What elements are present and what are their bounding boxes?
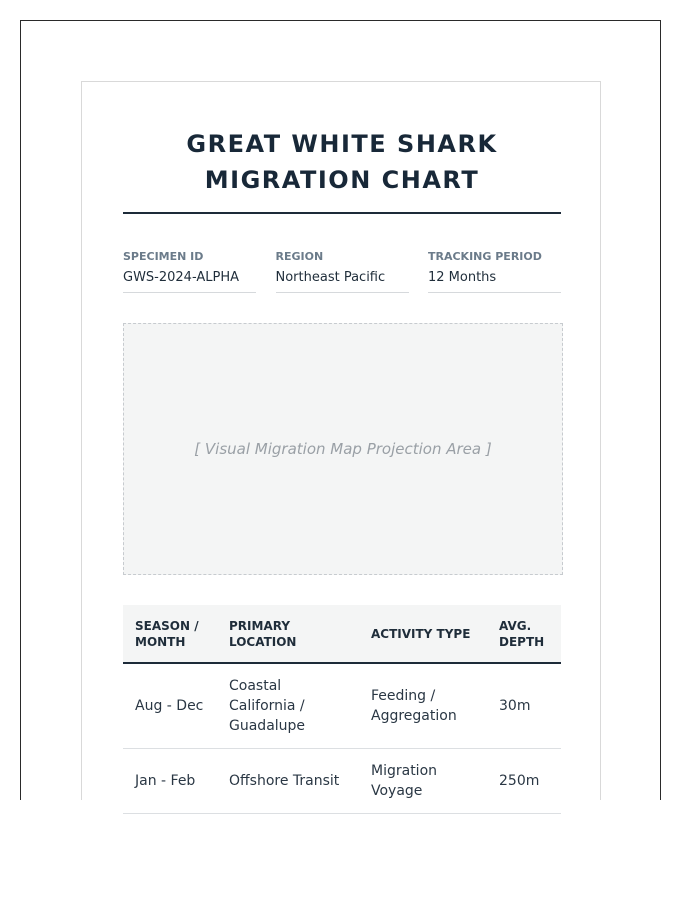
cell-activity: Migration Voyage: [359, 749, 487, 814]
migration-table: [123, 605, 561, 814]
migration-map-placeholder: [123, 323, 563, 575]
header-location: PRIMARY LOCATION: [217, 605, 359, 663]
meta-specimen-id: [123, 250, 256, 293]
cell-season: Jan - Feb: [123, 749, 217, 814]
header-depth: AVG. DEPTH: [487, 605, 561, 663]
title-divider: [123, 212, 561, 214]
cell-depth: 30m: [487, 663, 561, 749]
map-placeholder-text: [ Visual Migration Map Projection Area ]: [194, 440, 492, 458]
meta-value: GWS-2024-ALPHA: [123, 270, 240, 285]
meta-label: TRACKING PERIOD: [428, 250, 542, 263]
cell-location: Offshore Transit: [217, 749, 359, 814]
meta-label: SPECIMEN ID: [123, 250, 204, 263]
specimen-meta: [123, 250, 561, 293]
header-activity: ACTIVITY TYPE: [359, 605, 487, 663]
table-row: [123, 663, 561, 749]
document-content: [123, 82, 561, 814]
cell-location: Coastal California / Guadalupe: [217, 663, 359, 749]
cell-depth: 250m: [487, 749, 561, 814]
document-card: [81, 81, 601, 800]
header-season: SEASON / MONTH: [123, 605, 217, 663]
title-line-1: GREAT WHITE SHARK: [186, 130, 498, 158]
title-line-2: MIGRATION CHART: [204, 166, 480, 194]
meta-value: Northeast Pacific: [275, 270, 386, 285]
document-title: [123, 82, 561, 198]
cell-activity: Feeding / Aggregation: [359, 663, 487, 749]
cell-season: Aug - Dec: [123, 663, 217, 749]
meta-tracking-period: [428, 250, 561, 293]
table-row: [123, 749, 561, 814]
meta-value: 12 Months: [428, 270, 497, 285]
table-header-row: [123, 605, 561, 663]
meta-region: [276, 250, 409, 293]
meta-label: REGION: [275, 250, 324, 263]
